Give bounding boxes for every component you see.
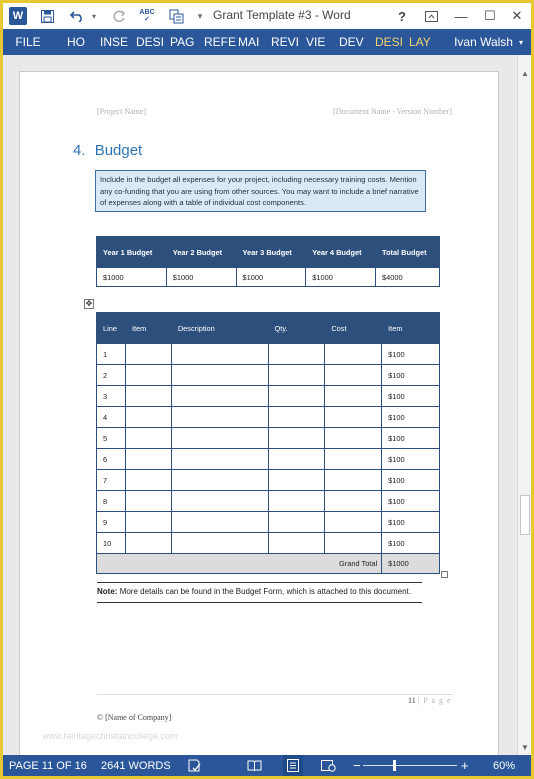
zoom-in-button[interactable]: + [461,758,469,773]
description-cell[interactable] [171,512,268,533]
tab-table-design[interactable]: DESI [375,35,404,49]
item-cell[interactable] [125,491,171,512]
cost-cell[interactable] [325,491,382,512]
table-row [97,533,440,554]
tab-references[interactable]: REFE [204,35,237,49]
line-number[interactable]: 2 [97,365,126,386]
table-row [97,512,440,533]
header-document-name: [Document Name - Version Number] [333,107,452,116]
spelling-icon[interactable]: ABC ✓ [139,9,155,23]
description-cell[interactable] [171,428,268,449]
header-year4: Year 4 Budget [306,237,376,268]
header-project-name: [Project Name] [97,107,147,116]
description-cell[interactable] [171,491,268,512]
header-year3: Year 3 Budget [236,237,306,268]
line-number[interactable]: 10 [97,533,126,554]
line-number[interactable]: 3 [97,386,126,407]
line-number[interactable]: 6 [97,449,126,470]
section-heading [73,142,142,159]
tab-mailings[interactable]: MAI [238,35,260,49]
close-button[interactable]: ✕ [511,8,523,23]
table-row [97,407,440,428]
tab-table-layout[interactable]: LAY [409,35,431,49]
word-count[interactable]: 2641 WORDS [101,759,171,772]
table-row [97,386,440,407]
zoom-slider[interactable] [363,765,457,766]
qty-cell[interactable] [268,428,325,449]
footer-company: © [Name of Company] [97,713,172,722]
save-icon[interactable] [37,7,57,25]
table-row [97,470,440,491]
qty-cell[interactable] [268,533,325,554]
table-row [97,365,440,386]
document-page[interactable] [19,71,499,755]
heading-number: 4. [73,142,86,159]
amount-cell[interactable]: $100 [382,365,440,386]
scroll-up-icon[interactable]: ▲ [521,68,529,78]
zoom-level[interactable]: 60% [493,759,516,772]
item-cell[interactable] [125,533,171,554]
header-qty: Qty. [268,313,325,344]
zoom-out-button[interactable]: − [353,758,361,773]
proofing-icon[interactable] [188,755,202,776]
description-cell[interactable] [171,533,268,554]
line-number[interactable]: 1 [97,344,126,365]
heading-text: Budget [94,142,143,159]
header-item: Item [125,313,171,344]
value-total[interactable]: $4000 [376,268,440,287]
cost-cell[interactable] [325,470,382,491]
tab-insert[interactable]: INSE [100,35,129,49]
customize-icon[interactable]: ▾ [197,10,203,21]
page-number: 11 [408,696,416,705]
grand-total-label: Grand Total [97,554,382,574]
cost-cell[interactable] [325,386,382,407]
line-number[interactable]: 8 [97,491,126,512]
watermark-text: www.heritagechristiancollege.com [42,731,178,741]
tab-page-layout[interactable]: PAG [170,35,195,49]
tab-view[interactable]: VIE [306,35,326,49]
item-cell[interactable] [125,512,171,533]
header-line: Line [97,313,126,344]
cost-cell[interactable] [325,344,382,365]
line-number[interactable]: 7 [97,470,126,491]
help-button[interactable]: ? [398,8,406,24]
grand-total-value[interactable]: $1000 [382,554,440,574]
amount-cell[interactable]: $100 [382,407,440,428]
cost-cell[interactable] [325,533,382,554]
chevron-down-icon: ▾ [518,37,523,47]
cost-cell[interactable] [325,365,382,386]
ribbon-tabs [3,29,531,55]
document-area[interactable] [3,55,517,755]
line-number[interactable]: 4 [97,407,126,428]
undo-dropdown-icon[interactable]: ▾ [91,11,96,21]
amount-cell[interactable]: $100 [382,428,440,449]
amount-cell[interactable]: $100 [382,386,440,407]
qty-cell[interactable] [268,365,325,386]
description-cell[interactable] [171,449,268,470]
cost-cell[interactable] [325,428,382,449]
item-cell[interactable] [125,344,171,365]
ribbon-display-options-icon[interactable] [420,6,442,26]
note-paragraph [97,582,422,603]
header-description: Description [171,313,268,344]
amount-cell[interactable]: $100 [382,533,440,554]
table-row [97,344,440,365]
qty-cell[interactable] [268,449,325,470]
table-move-handle-icon[interactable]: ✥ [85,299,93,308]
qty-cell[interactable] [268,344,325,365]
header-year1: Year 1 Budget [97,237,167,268]
qty-cell[interactable] [268,470,325,491]
page-label: | P a g e [417,696,452,705]
page-count[interactable]: PAGE 11 OF 16 [9,759,87,772]
item-cell[interactable] [125,470,171,491]
user-account[interactable] [454,29,523,55]
budget-detail-table [96,312,440,574]
header-item-amount: Item [382,313,440,344]
footer-divider [97,694,453,695]
tab-design[interactable]: DESI [136,35,165,49]
footer-page-number [408,696,452,705]
undo-icon[interactable] [65,7,89,25]
cost-cell[interactable] [325,512,382,533]
table-resize-handle[interactable] [441,571,448,578]
maximize-button[interactable]: ☐ [484,8,496,23]
amount-cell[interactable]: $100 [382,512,440,533]
note-label: Note: [97,587,118,596]
table-row [97,449,440,470]
header-year2: Year 2 Budget [166,237,236,268]
scroll-down-icon[interactable]: ▼ [521,742,529,752]
line-number[interactable]: 9 [97,512,126,533]
item-cell[interactable] [125,407,171,428]
cost-cell[interactable] [325,449,382,470]
value-year4[interactable]: $1000 [306,268,376,287]
item-cell[interactable] [125,365,171,386]
user-name: Ivan Walsh [454,35,513,49]
line-number[interactable]: 5 [97,428,126,449]
description-cell[interactable] [171,386,268,407]
minimize-button[interactable]: — [454,8,468,24]
qty-cell[interactable] [268,407,325,428]
header-total: Total Budget [376,237,440,268]
tab-developer[interactable]: DEV [339,35,364,49]
note-text: More details can be found in the Budget Form, which is attached to this document. [119,587,411,596]
tab-review[interactable]: REVI [271,35,300,49]
scroll-thumb[interactable] [520,495,530,535]
value-year3[interactable]: $1000 [236,268,306,287]
cost-cell[interactable] [325,407,382,428]
qty-cell[interactable] [268,491,325,512]
description-cell[interactable] [171,365,268,386]
status-bar [3,755,531,776]
instruction-box: Include in the budget all expenses for your project, including necessary training costs. Mention any co-funding that you are using from other sources. You may want to include a brief narrative of expenses along with a table of individual cost components. [95,170,426,212]
amount-cell[interactable]: $100 [382,470,440,491]
header-cost: Cost [325,313,382,344]
vertical-scrollbar[interactable] [517,55,531,755]
description-cell[interactable] [171,470,268,491]
tab-file[interactable]: FILE [3,29,53,55]
item-cell[interactable] [125,428,171,449]
redo-icon[interactable] [109,7,129,25]
description-cell[interactable] [171,344,268,365]
amount-cell[interactable]: $100 [382,491,440,512]
value-year2[interactable]: $1000 [166,268,236,287]
title-bar [3,3,531,29]
item-cell[interactable] [125,449,171,470]
tab-home[interactable]: HO [67,35,85,49]
word-window [3,3,531,776]
item-cell[interactable] [125,386,171,407]
word-app-icon[interactable]: W [9,7,27,25]
web-layout-icon[interactable] [321,755,336,776]
table-row [97,491,440,512]
qty-cell[interactable] [268,512,325,533]
description-cell[interactable] [171,407,268,428]
amount-cell[interactable]: $100 [382,344,440,365]
zoom-slider-thumb[interactable] [393,760,396,771]
value-year1[interactable]: $1000 [97,268,167,287]
budget-summary-table [96,236,440,287]
table-row [97,428,440,449]
print-layout-icon[interactable] [283,755,303,776]
qty-cell[interactable] [268,386,325,407]
total-row [97,554,440,574]
format-icon[interactable] [165,7,187,25]
amount-cell[interactable]: $100 [382,449,440,470]
document-title: Grant Template #3 - Word [213,8,351,22]
read-mode-icon[interactable] [247,755,262,776]
